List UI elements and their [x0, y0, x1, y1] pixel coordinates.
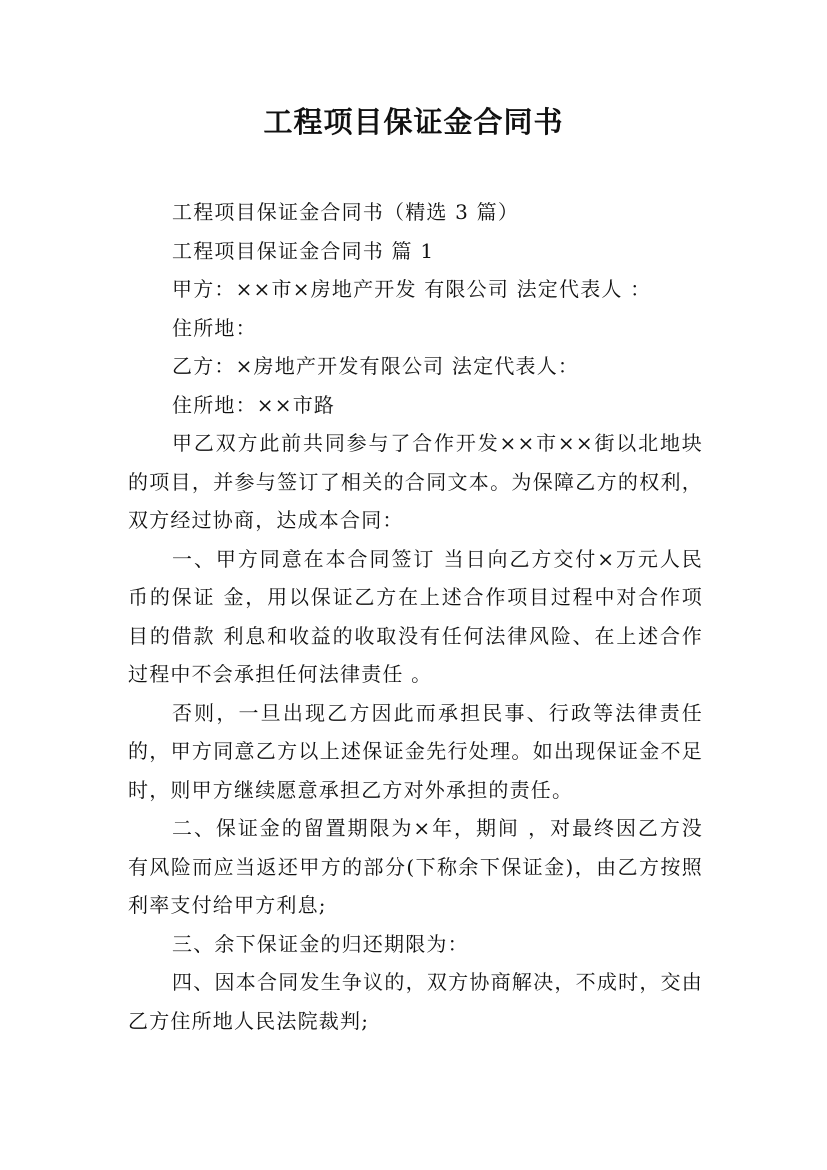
paragraph-party-a-address: 住所地：	[172, 315, 257, 340]
paragraph-subtitle: 工程项目保证金合同书（精选 3 篇）	[172, 200, 520, 224]
paragraph-section-heading: 工程项目保证金合同书 篇 1	[172, 238, 435, 263]
paragraph-party-a: 甲方：××市×房地产开发 有限公司 法定代表人 ：	[172, 277, 652, 301]
document-body	[128, 193, 703, 1040]
document-title: 工程项目保证金合同书	[263, 105, 564, 139]
paragraph-party-b: 乙方：×房地产开发有限公司 法定代表人：	[172, 354, 580, 378]
paragraph-clause-3: 三、余下保证金的归还期限为：	[172, 931, 469, 956]
paragraph-preamble: 甲乙双方此前共同参与了合作开发××市××街以北地块的项目，并参与签订了相关的合同文本。为保障乙方的权利，双方经过协商，达成本合同：	[128, 431, 703, 532]
paragraph-clause-4: 四、因本合同发生争议的，双方协商解决，不成时，交由乙方住所地人民法院裁判;	[128, 970, 703, 1033]
paragraph-clause-1-continued: 否则，一旦出现乙方因此而承担民事、行政等法律责任的，甲方同意乙方以上述保证金先行处理。如出现保证金不足时，则甲方继续愿意承担乙方对外承担的责任。	[128, 700, 703, 802]
paragraph-party-b-address: 住所地：××市路	[172, 392, 336, 417]
paragraph-clause-2: 二、保证金的留置期限为×年，期间 ，对最终因乙方没有风险而应当返还甲方的部分(下称余下保证金)，由乙方按照利率支付给甲方利息;	[128, 816, 703, 917]
paragraph-clause-1: 一、甲方同意在本合同签订 当日向乙方交付×万元人民币的保证 金，用以保证乙方在上述合作项目过程中对合作项目的借款 利息和收益的收取没有任何法律风险、在上述合作过程中不会承担任何法律责任 。	[128, 546, 703, 686]
